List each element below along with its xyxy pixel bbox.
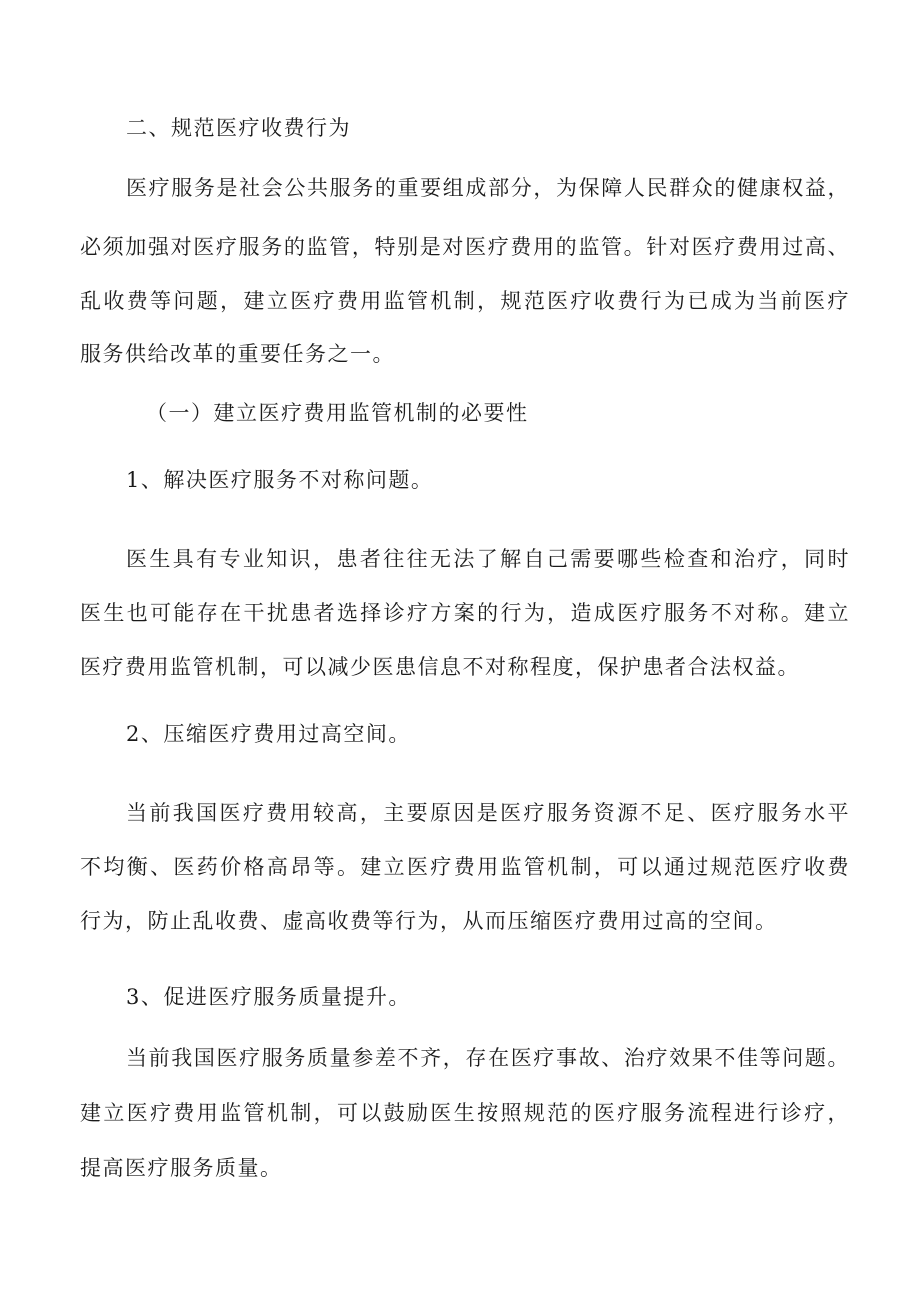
item-3-heading: 3、促进医疗服务质量提升。 xyxy=(126,985,411,1009)
item-1-line-2: 医生也可能存在干扰患者选择诊疗方案的行为，造成医疗服务不对称。建立 xyxy=(80,601,850,625)
intro-line-4: 服务供给改革的重要任务之一。 xyxy=(80,342,395,366)
item-1-line-3: 医疗费用监管机制，可以减少医患信息不对称程度，保护患者合法权益。 xyxy=(80,655,800,679)
intro-line-3: 乱收费等问题，建立医疗费用监管机制，规范医疗收费行为已成为当前医疗 xyxy=(80,289,850,313)
item-2-line-3: 行为，防止乱收费、虚高收费等行为，从而压缩医疗费用过高的空间。 xyxy=(80,909,778,933)
intro-line-2: 必须加强对医疗服务的监管，特别是对医疗费用的监管。针对医疗费用过高、 xyxy=(80,235,850,259)
subsection-heading: （一）建立医疗费用监管机制的必要性 xyxy=(146,401,529,425)
intro-line-1: 医疗服务是社会公共服务的重要组成部分，为保障人民群众的健康权益， xyxy=(126,176,850,200)
item-1-line-1: 医生具有专业知识，患者往往无法了解自己需要哪些检查和治疗，同时 xyxy=(126,547,850,571)
item-3-line-3: 提高医疗服务质量。 xyxy=(80,1156,283,1180)
item-3-line-2: 建立医疗费用监管机制，可以鼓励医生按照规范的医疗服务流程进行诊疗， xyxy=(80,1101,850,1125)
item-3-line-1: 当前我国医疗服务质量参差不齐，存在医疗事故、治疗效果不佳等问题。 xyxy=(126,1046,850,1070)
item-2-line-2: 不均衡、医药价格高昂等。建立医疗费用监管机制，可以通过规范医疗收费 xyxy=(80,855,850,879)
item-2-heading: 2、压缩医疗费用过高空间。 xyxy=(126,722,411,746)
section-heading: 二、规范医疗收费行为 xyxy=(126,116,351,140)
item-1-heading: 1、解决医疗服务不对称问题。 xyxy=(126,468,434,492)
item-2-line-1: 当前我国医疗费用较高，主要原因是医疗服务资源不足、医疗服务水平 xyxy=(126,801,850,825)
